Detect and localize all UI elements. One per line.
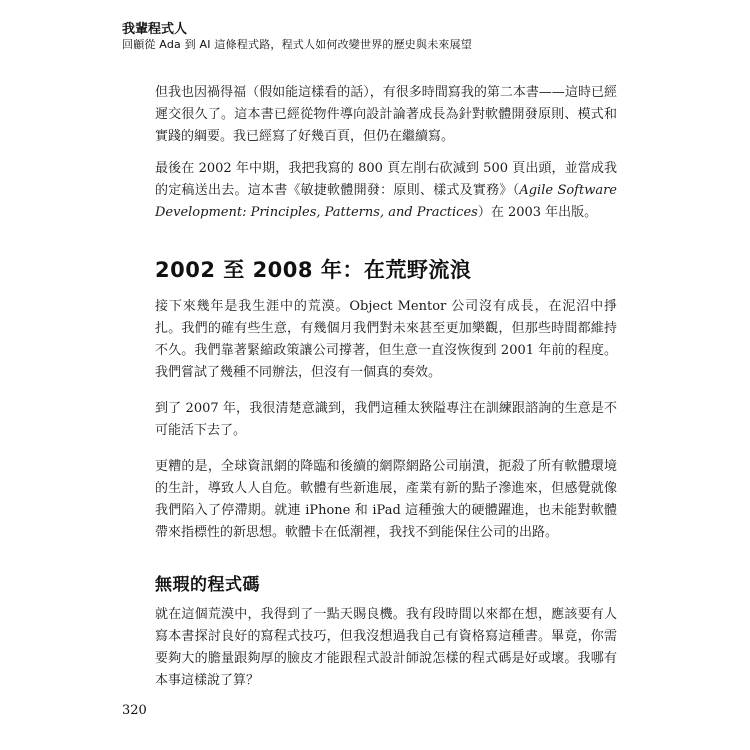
- paragraph-industry-stagnation: 更糟的是，全球資訊網的降臨和後續的網際網路公司崩潰，扼殺了所有軟體環境的生計，導致人人自危。軟體有些新進展，產業有新的點子滲進來，但感覺就像我們陷入了停滯期。就連 iPhone 和 iPad 這種強大的硬體躍進，也未能對軟體帶來指標性的新思想。軟體卡在低潮裡，我找不到能保住公司的出路。: [155, 459, 617, 540]
- paragraph-2007-realization: 到了 2007 年，我很清楚意識到，我們這種太狹隘專注在訓練跟諮詢的生意是不可能活下去了。: [155, 401, 617, 438]
- paragraph-desert-years: 接下來幾年是我生涯中的荒漠。Object Mentor 公司沒有成長，在泥沼中掙扎。我們的確有些生意，有幾個月我們對未來甚至更加樂觀，但那些時間都維持不久。我們靠著緊縮政策讓公司撐著，但生意一直沒恢復到 2001 年前的程度。我們嘗試了幾種不同辦法，但沒有一個真的奏效。: [155, 299, 617, 380]
- page-number: 320: [122, 703, 147, 718]
- book-subtitle: 回顧從 Ada 到 AI 這條程式路，程式人如何改變世界的歷史與未來展望: [122, 38, 473, 51]
- paragraph-second-book: 但我也因禍得福（假如能這樣看的話），有很多時間寫我的第二本書——這時已經遲交很久了。這本書已經從物件導向設計論著成長為針對軟體開發原則、模式和實踐的綱要。我已經寫了好幾百頁，但仍在繼續寫。: [155, 85, 617, 144]
- paragraph-book-published-tail: ）在 2003 年出版。: [477, 205, 598, 220]
- subsection-heading: 無瑕的程式碼: [155, 575, 260, 595]
- paragraph-book-published-text: 最後在 2002 年中期，我把我寫的 800 頁左削右砍減到 500 頁出頭，並當成我的定稿送出去。這本書《敏捷軟體開發：原則、樣式及實務》（: [155, 161, 617, 198]
- book-title: 我輩程式人: [122, 22, 188, 37]
- book-english-title: Agile Software Development: Principles, Patterns, and Practices: [155, 183, 617, 220]
- paragraph-clean-code-idea: 就在這個荒漠中，我得到了一點天賜良機。我有段時間以來都在想，應該要有人寫本書探討良好的寫程式技巧，但我沒想過我自己有資格寫這種書。畢竟，你需要夠大的膽量跟夠厚的臉皮才能跟程式設計師說怎樣的程式碼是好或壞。我哪有本事這樣說了算？: [155, 607, 617, 688]
- paragraph-book-published: [155, 158, 617, 224]
- section-heading: 2002 至 2008 年：在荒野流浪: [155, 258, 472, 282]
- running-header: [122, 22, 472, 52]
